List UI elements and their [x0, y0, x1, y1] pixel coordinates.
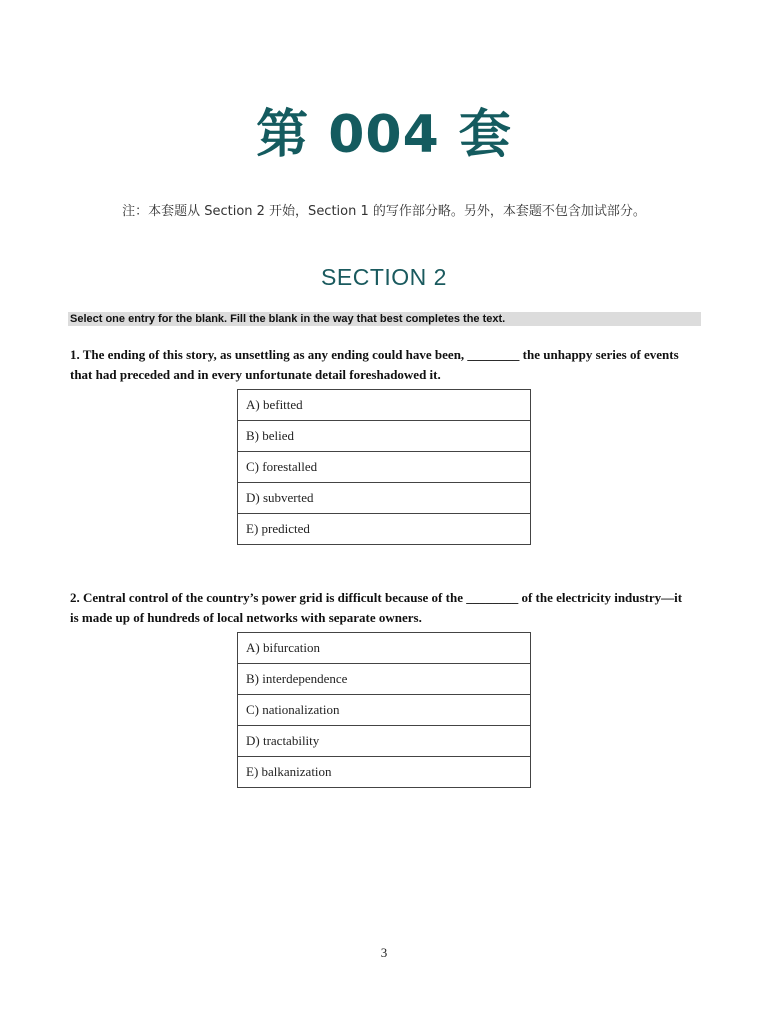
question-1-options — [237, 389, 531, 545]
question-1-option-a[interactable]: A) befitted — [238, 390, 530, 421]
question-2-option-a[interactable]: A) bifurcation — [238, 633, 530, 664]
question-1-option-d[interactable]: D) subverted — [238, 483, 530, 514]
section-note: 注：本套题从 Section 2 开始，Section 1 的写作部分略。另外，本套题不包含加试部分。 — [122, 204, 646, 219]
question-1-option-b[interactable]: B) belied — [238, 421, 530, 452]
question-2-options — [237, 632, 531, 788]
question-2-option-e[interactable]: E) balkanization — [238, 757, 530, 788]
question-2-option-d[interactable]: D) tractability — [238, 726, 530, 757]
question-2-option-c[interactable]: C) nationalization — [238, 695, 530, 726]
question-1-option-c[interactable]: C) forestalled — [238, 452, 530, 483]
question-2-text: 2. Central control of the country’s power grid is difficult because of the ________ of the electricity industry—it is made up of hundreds of local networks with separate owners. — [70, 590, 683, 625]
question-1-text: 1. The ending of this story, as unsettling as any ending could have been, ________ the unhappy series of events that had preceded and in every unfortunate detail foreshadowed it. — [70, 347, 679, 382]
page-number: 3 — [380, 945, 388, 960]
question-1-option-e[interactable]: E) predicted — [238, 514, 530, 545]
section-heading: SECTION 2 — [321, 264, 447, 290]
page-title: 第 004 套 — [256, 105, 512, 165]
instruction-bar: Select one entry for the blank. Fill the blank in the way that best completes the text. — [68, 312, 701, 326]
question-2-option-b[interactable]: B) interdependence — [238, 664, 530, 695]
